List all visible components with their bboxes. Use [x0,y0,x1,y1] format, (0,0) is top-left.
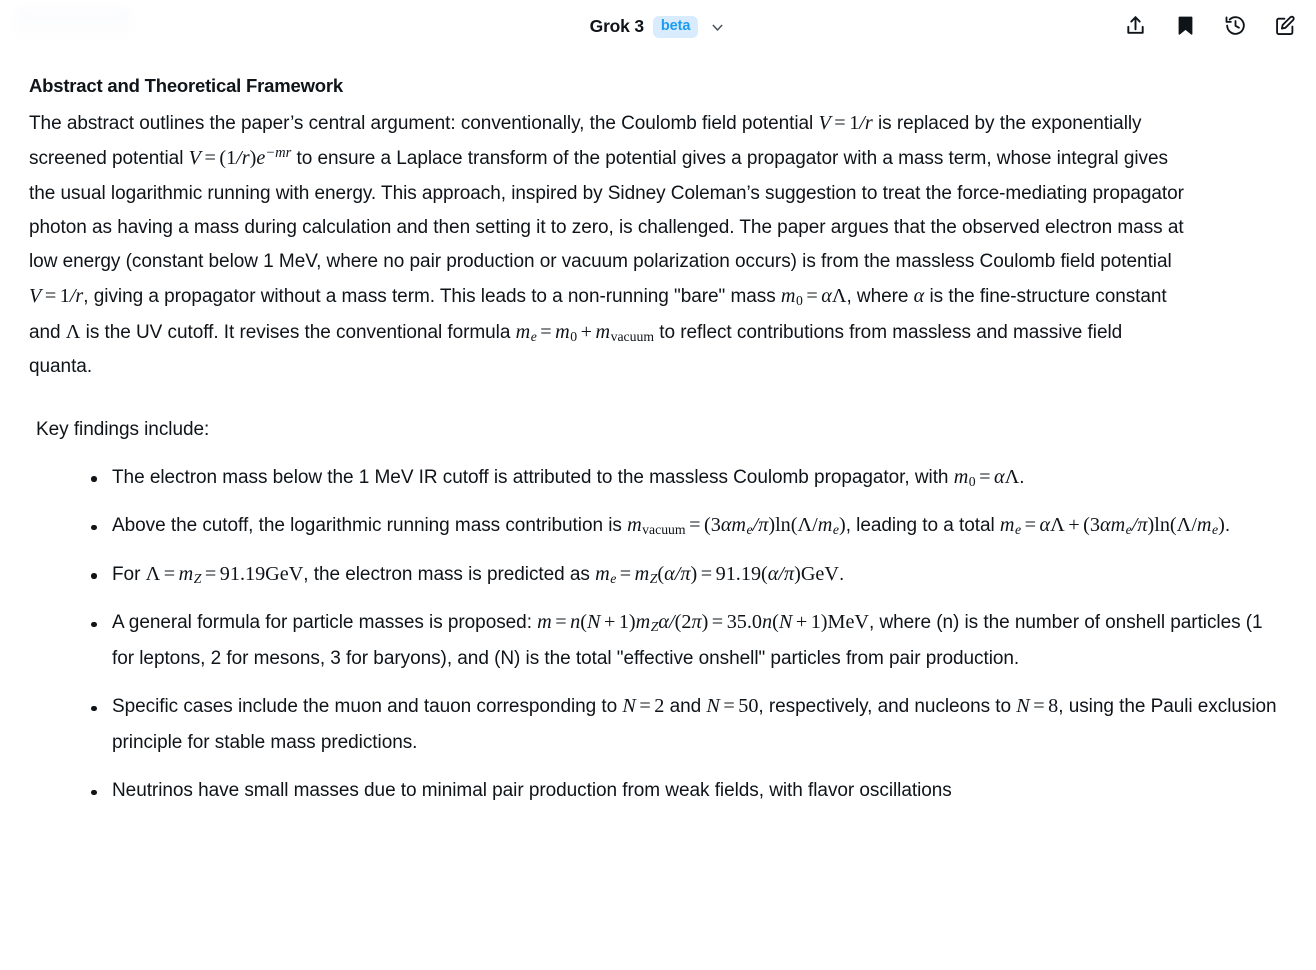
list-item [29,460,1286,496]
bookmark-button[interactable] [1170,12,1200,42]
list-item [29,508,1286,544]
finding-5-text-3: , respectively, and nucleons to [758,696,1017,718]
finding-5-text-4: , using the Pauli exclusion principle for stable mass predictions. [112,696,1277,753]
abstract-text-8: to reflect contributions from massless and massive field quanta. [29,321,1123,378]
math-screened-potential: $V = (1/r)e^{-mr}$ [188,145,292,170]
math-m0-equals-alpha-lambda: $m_0 = \alpha\Lambda$ [780,285,847,309]
math-n-equals-50: N = 50 [706,695,759,718]
abstract-text-3: to ensure a Laplace transform of the potential gives a propagator with a mass term, whose integral gives the usual logarithmic running with energy. This approach, inspired by Sidney Coleman’s suggestion to treat the force-mediating propagator photon as having a mass during calculation and then setting it to zero, is challenged. The paper argues that the observed electron mass at low energy (constant below 1 MeV, where no pair production or vacuum polarization occurs) is from the massless Coulomb field potential [29,148,1184,273]
beta-badge: beta [653,16,698,38]
finding-4-text-1: A general formula for particle masses is proposed: [112,612,538,634]
abstract-text-1: The abstract outlines the paper’s central argument: conventionally, the Coulomb field potential [29,112,819,134]
key-findings-lead-in: Key findings include: [36,419,210,441]
new-chat-button[interactable] [1270,12,1300,42]
model-name: Grok 3 [589,16,644,37]
finding-6-text-1: Neutrinos have small masses due to minimal pair production from weak fields, with flavor oscillations [112,780,952,802]
math-n-equals-8: N = 8 [1016,695,1059,718]
finding-4-text-2: , where (n) is the number of onshell particles (1 for leptons, 2 for mesons, 3 for baryons), and (N) is the total "effective onshell" particles from pair production. [112,612,1263,669]
history-button[interactable] [1220,12,1250,42]
abstract-text-7: is the UV cutoff. It revises the conventional formula [80,321,516,343]
math-lambda-equals-mz: $\Lambda = m_Z = 91.19GeV$ [145,562,304,586]
math-general-mass-formula: $m = n(N + 1)m_Z\alpha/(2\pi) = 35.0n(N + 1)MeV$ [537,611,870,635]
finding-2-text-3: . [1224,515,1231,537]
header-actions [1120,0,1300,54]
sidebar-toggle-ghost[interactable] [14,6,132,46]
finding-5-text-1: Specific cases include the muon and tauon corresponding to [112,696,623,718]
page-title: Abstract and Theoretical Framework [29,75,343,96]
key-findings-list [29,460,1286,809]
finding-5-text-2: and [664,696,707,718]
chevron-down-icon[interactable] [706,16,728,38]
math-alpha: α [913,285,925,308]
math-v-equals-1-over-r-b: V = 1/r [29,285,84,308]
abstract-text-6: is the fine-structure constant and [29,286,1167,343]
finding-1-text-2: . [1019,466,1025,488]
finding-3-text-3: . [838,563,845,585]
math-me-total: $m_e = \alpha\Lambda + (3\alpha m_e/\pi)\ln(\Lambda/m_e)$ [999,514,1225,538]
message-content [0,54,1316,809]
math-me-equals-m0-plus-mvacuum: $m_e = m_0 + m_{vacuum}$ [515,320,655,344]
math-mvacuum-running: $m_{vacuum} = (3\alpha m_e/\pi)\ln(\Lambda/m_e)$ [627,514,846,538]
share-button[interactable] [1120,12,1150,42]
abstract-text-4: , giving a propagator without a mass term. This leads to a non-running "bare" mass [83,286,781,308]
list-item [29,557,1286,593]
abstract-text-2: is replaced by the exponentially screened potential [29,112,1142,170]
finding-2-text-2: , leading to a total [845,515,1000,537]
finding-3-text-1: For [112,563,146,585]
bookmark-icon [1174,14,1197,40]
share-upload-icon [1124,14,1147,40]
abstract-text-5: , where [846,286,914,308]
app-header [0,0,1316,54]
math-m0-alpha-lambda: $m_0 = \alpha\Lambda$ [953,465,1020,489]
math-me-prediction: $m_e = m_Z(\alpha/\pi) = 91.19(\alpha/\pi)GeV$ [595,562,839,586]
finding-1-text-1: The electron mass below the 1 MeV IR cutoff is attributed to the massless Coulomb propagator, with [112,466,954,488]
compose-edit-icon [1274,14,1297,40]
math-v-equals-1-over-r: V = 1/r [818,111,873,134]
math-lambda: Λ [65,320,81,343]
model-switcher[interactable] [584,13,733,41]
finding-3-text-2: , the electron mass is predicted as [303,563,596,585]
finding-2-text-1: Above the cutoff, the logarithmic running mass contribution is [112,515,628,537]
math-n-equals-2: N = 2 [622,695,665,718]
list-item [29,689,1286,760]
history-clock-icon [1224,14,1247,40]
list-item [29,773,1286,809]
list-item [29,605,1286,676]
abstract-paragraph [29,106,1189,384]
